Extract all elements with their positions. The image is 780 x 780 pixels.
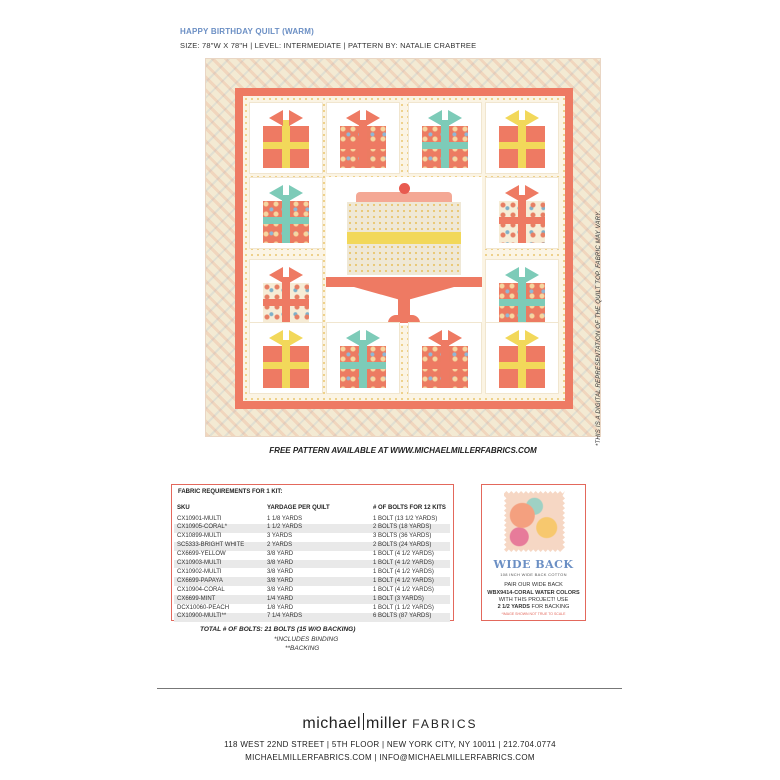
table-row (174, 560, 450, 569)
table-row (174, 595, 450, 604)
wide-back-amount: 2 1/2 YARDS (497, 604, 530, 610)
yardage-cell: 1/4 YARD (267, 595, 294, 602)
bow-icon (448, 330, 462, 346)
bolts-cell: 1 BOLT (13 1/2 YARDS) (373, 515, 438, 522)
sku-cell: CX6699-YELLOW (177, 551, 226, 558)
gift-ribbon (499, 299, 545, 306)
yardage-cell: 3/8 YARD (267, 560, 294, 566)
gift-ribbon (422, 362, 468, 369)
gift-block (326, 102, 400, 174)
gift-ribbon (263, 142, 309, 149)
wide-back-amount-suffix: FOR BACKING (531, 604, 570, 610)
wide-back-line1: PAIR OUR WIDE BACK (504, 582, 563, 588)
bolts-cell: 1 BOLT (1 1/2 YARDS) (373, 604, 434, 611)
cherry-icon (399, 183, 410, 194)
sku-cell: CX10905-CORAL* (177, 524, 228, 531)
digital-representation-note: *THIS IS A DIGITAL REPRESENTATION OF THE QUILT TOP. FABRIC MAY VARY. (596, 210, 602, 446)
table-row (174, 542, 450, 551)
free-pattern-link[interactable]: FREE PATTERN AVAILABLE AT WWW.MICHAELMILLERFABRICS.COM (269, 446, 537, 455)
yardage-cell: 3 YARDS (267, 533, 293, 540)
gift-ribbon (263, 217, 309, 224)
wide-back-subtitle: 108 INCH WIDE BACK COTTON (500, 572, 567, 577)
bow-icon (366, 330, 380, 346)
yardage-cell: 3/8 YARD (267, 551, 294, 558)
header-bolts: # OF BOLTS FOR 12 KITS (373, 505, 446, 511)
wide-back-amount-line (482, 604, 585, 610)
bolts-cell: 2 BOLTS (18 YARDS) (373, 524, 432, 531)
bow-icon (269, 185, 283, 201)
gift-block (485, 102, 559, 174)
cake-block (326, 177, 482, 325)
sku-cell: SC5333-BRIGHT WHITE (177, 542, 245, 549)
table-row (174, 551, 450, 560)
sku-cell: CX10900-MULTI** (177, 613, 227, 620)
bow-icon (448, 110, 462, 126)
header-yardage: YARDAGE PER QUILT (267, 505, 330, 511)
gift-ribbon (499, 217, 545, 224)
bow-icon (525, 110, 539, 126)
bolts-cell: 1 BOLT (4 1/2 YARDS) (373, 551, 434, 558)
cake-plate (326, 277, 482, 287)
yardage-cell: 1 1/2 YARDS (267, 524, 303, 531)
wide-back-title: WIDE BACK (493, 558, 574, 571)
logo-miller: miller (366, 715, 408, 732)
bolts-cell: 1 BOLT (4 1/2 YARDS) (373, 577, 434, 584)
bow-icon (525, 267, 539, 283)
bow-icon (525, 330, 539, 346)
footer-address: 118 WEST 22ND STREET | 5TH FLOOR | NEW YORK CITY, NY 10011 | 212.704.0774 (224, 740, 556, 749)
wide-back-promo (481, 484, 586, 621)
quilt-center (243, 96, 565, 401)
header-sku: SKU (177, 505, 190, 511)
bolts-cell: 1 BOLT (4 1/2 YARDS) (373, 568, 434, 575)
gift-ribbon (499, 362, 545, 369)
backing-note: **BACKING (285, 645, 320, 652)
gift-block (408, 102, 482, 174)
gift-block (249, 177, 323, 249)
table-row (174, 524, 450, 533)
wide-back-line3: WITH THIS PROJECT! USE (498, 597, 569, 603)
footer-website[interactable]: MICHAELMILLERFABRICS.COM | INFO@MICHAELMILLERFABRICS.COM (245, 753, 535, 762)
gift-block (249, 102, 323, 174)
yardage-cell: 1/8 YARD (267, 604, 294, 611)
bow-icon (269, 110, 283, 126)
gift-ribbon (263, 299, 309, 306)
bow-icon (346, 110, 360, 126)
bow-icon (346, 330, 360, 346)
bow-icon (289, 110, 303, 126)
table-row (174, 577, 450, 586)
gift-block (408, 322, 482, 394)
table-row (174, 568, 450, 577)
cake-stand-stem (398, 295, 410, 317)
bow-icon (525, 185, 539, 201)
yardage-cell: 3/8 YARD (267, 586, 294, 593)
requirements-title: FABRIC REQUIREMENTS FOR 1 KIT: (178, 489, 283, 495)
yardage-cell: 3/8 YARD (267, 577, 294, 584)
gift-block (249, 259, 323, 331)
bow-icon (505, 330, 519, 346)
sku-cell: CX10902-MULTI (177, 568, 222, 575)
bow-icon (505, 267, 519, 283)
wide-back-footnote: *IMAGE SHOWN NOT TRUE TO SCALE (501, 612, 566, 616)
sku-cell: DCX10060-PEACH (177, 604, 230, 611)
brand-logo (0, 713, 780, 733)
wide-back-swatch (504, 491, 565, 552)
bolts-cell: 1 BOLT (4 1/2 YARDS) (373, 586, 434, 593)
logo-michael: michael (302, 715, 362, 732)
gift-block (485, 177, 559, 249)
bolts-cell: 3 BOLTS (36 YARDS) (373, 533, 432, 540)
sku-cell: CX6699-PAPAYA (177, 577, 223, 584)
gift-block (326, 322, 400, 394)
logo-separator (363, 713, 364, 730)
gift-block (485, 259, 559, 331)
bow-icon (428, 330, 442, 346)
sku-cell: CX10904-CORAL (177, 586, 225, 593)
total-bolts: TOTAL # OF BOLTS: 21 BOLTS (15 W/O BACKING) (200, 626, 356, 633)
sku-cell: CX10901-MULTI (177, 515, 222, 522)
yardage-cell: 1 1/8 YARDS (267, 515, 303, 522)
gift-ribbon (340, 362, 386, 369)
logo-fabrics: FABRICS (412, 717, 478, 731)
table-row (174, 515, 450, 524)
yardage-cell: 7 1/4 YARDS (267, 613, 303, 620)
gift-block (485, 322, 559, 394)
page-title: HAPPY BIRTHDAY QUILT (WARM) (180, 27, 314, 36)
gift-ribbon (422, 142, 468, 149)
bow-icon (289, 267, 303, 283)
table-row (174, 586, 450, 595)
bolts-cell: 1 BOLT (3 YARDS) (373, 595, 424, 602)
bow-icon (366, 110, 380, 126)
sku-cell: CX6699-MINT (177, 595, 216, 602)
bolts-cell: 1 BOLT (4 1/2 YARDS) (373, 560, 434, 566)
cake-band (347, 232, 461, 244)
bow-icon (428, 110, 442, 126)
fabric-requirements (171, 484, 454, 621)
wide-back-line2: WBX9414-CORAL WATER COLORS (487, 590, 580, 596)
footer-divider (157, 688, 622, 689)
table-row (174, 533, 450, 542)
bow-icon (269, 267, 283, 283)
yardage-cell: 3/8 YARD (267, 568, 294, 575)
sku-cell: CX10903-MULTI (177, 560, 222, 566)
table-row (174, 604, 450, 613)
bow-icon (289, 330, 303, 346)
quilt-image (205, 58, 601, 437)
bolts-cell: 6 BOLTS (87 YARDS) (373, 613, 432, 620)
quilt-specs: SIZE: 78"W X 78"H | LEVEL: INTERMEDIATE | PATTERN BY: NATALIE CRABTREE (180, 41, 477, 50)
binding-note: *INCLUDES BINDING (274, 636, 339, 643)
bow-icon (505, 185, 519, 201)
gift-block (249, 322, 323, 394)
bolts-cell: 2 BOLTS (24 YARDS) (373, 542, 432, 549)
bow-icon (269, 330, 283, 346)
yardage-cell: 2 YARDS (267, 542, 293, 549)
gift-ribbon (263, 362, 309, 369)
gift-ribbon (340, 142, 386, 149)
table-row (174, 613, 450, 622)
bow-icon (289, 185, 303, 201)
sku-cell: CX10899-MULTI (177, 533, 222, 540)
bow-icon (505, 110, 519, 126)
gift-ribbon (499, 142, 545, 149)
